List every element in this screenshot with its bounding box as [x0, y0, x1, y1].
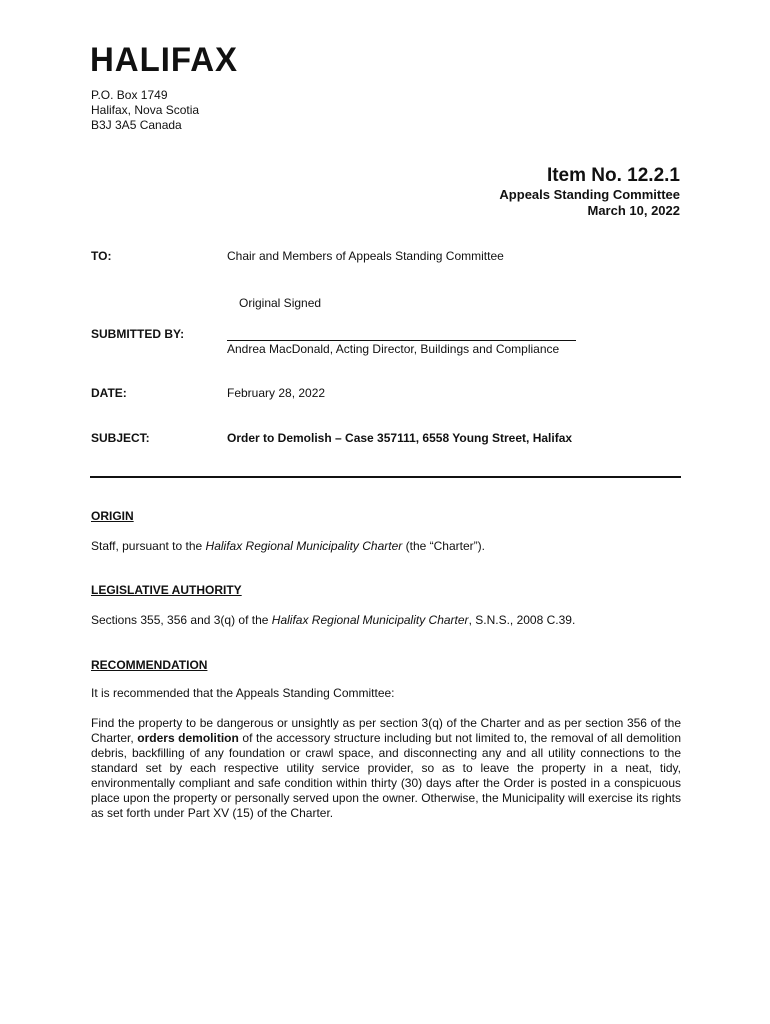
recommendation-intro: It is recommended that the Appeals Standing Committee: — [91, 686, 395, 700]
date-value: February 28, 2022 — [227, 386, 326, 400]
origin-text: Staff, pursuant to the Halifax Regional Municipality Charter (the “Charter”). — [91, 539, 485, 553]
submitted-by-label: SUBMITTED BY: — [91, 327, 185, 341]
subject-value: Order to Demolish – Case 357111, 6558 Young Street, Halifax — [227, 431, 573, 445]
authority-text: Sections 355, 356 and 3(q) of the Halifax Regional Municipality Charter, S.N.S., 2008 C.39. — [91, 613, 576, 627]
to-value: Chair and Members of Appeals Standing Committee — [227, 249, 504, 263]
origin-heading: ORIGIN — [91, 509, 134, 523]
date-label: DATE: — [91, 386, 127, 400]
logo-text: HALIFAX — [90, 42, 238, 74]
submitted-by-value: Andrea MacDonald, Acting Director, Buildings and Compliance — [227, 342, 560, 356]
item-number: Item No. 12.2.1 — [546, 165, 680, 186]
divider — [90, 476, 681, 478]
committee-name: Appeals Standing Committee — [499, 187, 680, 202]
meeting-date: March 10, 2022 — [587, 203, 680, 218]
signed-note: Original Signed — [239, 296, 322, 310]
subject-label: SUBJECT: — [91, 431, 150, 445]
address-line: Halifax, Nova Scotia — [91, 103, 200, 117]
halifax-logo — [90, 42, 240, 74]
signature-line — [227, 340, 576, 341]
recommendation-heading: RECOMMENDATION — [91, 658, 208, 672]
to-label: TO: — [91, 249, 112, 263]
item-block — [499, 165, 680, 219]
address-line: B3J 3A5 Canada — [91, 118, 182, 132]
recommendation-text: Find the property to be dangerous or unsightly as per section 3(q) of the Charter and as per section 356 of the Charter, orders demolition of the accessory structure including but not limited to, the removal of all demolition debris, backfilling of any foundation or crawl space, and disconnecting any and all utility connections to the standard set by each respective utility service provider, so as to leave the property in a neat, tidy, environmentally compliant and safe condition within thirty (30) days after the Order is posted in a conspicuous place upon the property or personally served upon the owner. Otherwise, the Municipality will exercise its rights as set forth under Part XV (15) of the Charter. — [91, 716, 681, 820]
authority-heading: LEGISLATIVE AUTHORITY — [91, 583, 242, 597]
mailing-address — [91, 88, 199, 133]
address-line: P.O. Box 1749 — [91, 88, 168, 102]
